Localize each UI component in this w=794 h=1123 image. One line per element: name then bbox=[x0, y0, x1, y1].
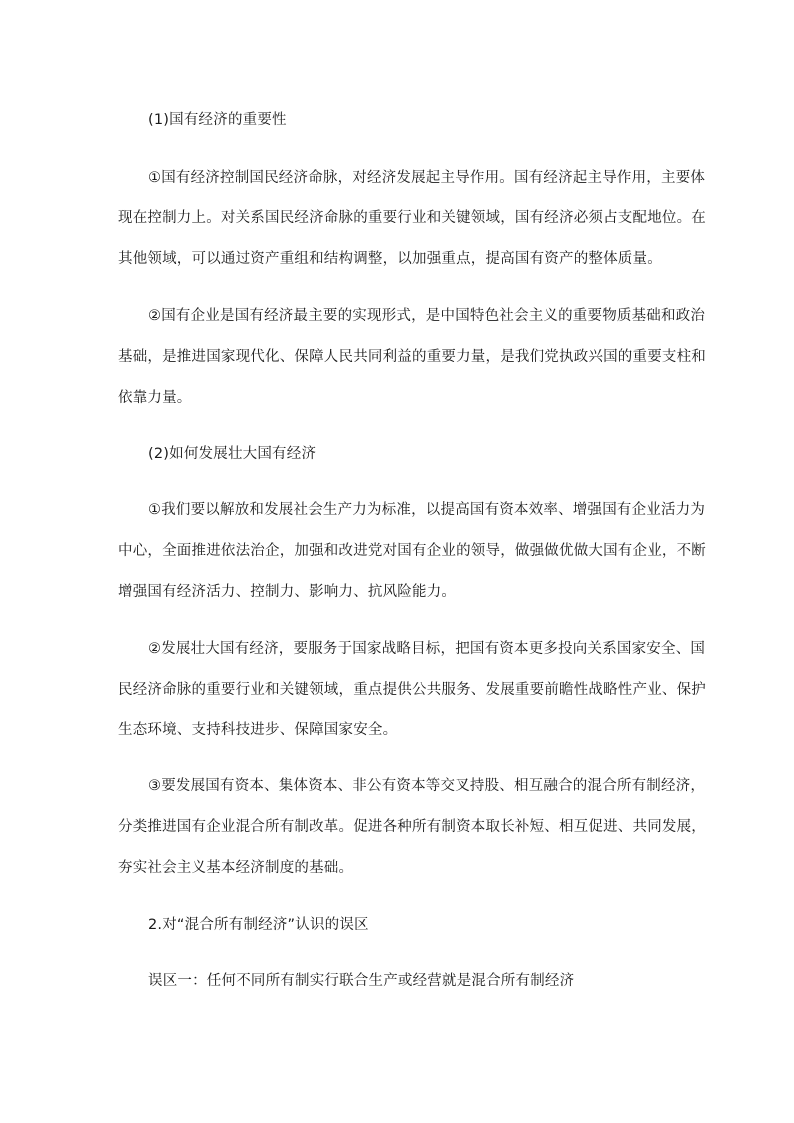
paragraph-line: ①我们要以解放和发展社会生产力为标准，以提高国有资本效率、增强国有企业活力为 bbox=[148, 502, 706, 518]
paragraph-line: 其他领域，可以通过资产重组和结构调整，以加强重点，提高国有资产的整体质量。 bbox=[118, 251, 662, 267]
paragraph-line: 基础，是推进国家现代化、保障人民共同利益的重要力量，是我们党执政兴国的重要支柱和 bbox=[118, 349, 706, 365]
heading-text: (2)如何发展壮大国有经济 bbox=[148, 446, 317, 462]
paragraph-line: ③要发展国有资本、集体资本、非公有资本等交叉持股、相互融合的混合所有制经济， bbox=[148, 778, 706, 794]
paragraph-line: 生态环境、支持科技进步、保障国家安全。 bbox=[118, 722, 398, 738]
paragraph-line: 夯实社会主义基本经济制度的基础。 bbox=[118, 860, 354, 876]
heading-text: 2.对“混合所有制经济”认识的误区 bbox=[148, 917, 369, 933]
paragraph-line: 误区一：任何不同所有制实行联合生产或经营就是混合所有制经济 bbox=[148, 973, 575, 989]
heading-text: (1)国有经济的重要性 bbox=[148, 112, 287, 128]
paragraph-line: ①国有经济控制国民经济命脉，对经济发展起主导作用。国有经济起主导作用，主要体 bbox=[148, 170, 706, 186]
paragraph-line: 增强国有经济活力、控制力、影响力、抗风险能力。 bbox=[118, 584, 457, 600]
paragraph-line: 现在控制力上。对关系国民经济命脉的重要行业和关键领域，国有经济必须占支配地位。在 bbox=[118, 210, 706, 226]
paragraph-line: 中心，全面推进依法治企，加强和改进党对国有企业的领导，做强做优做大国有企业，不断 bbox=[118, 543, 706, 559]
paragraph-line: 民经济命脉的重要行业和关键领域，重点提供公共服务、发展重要前瞻性战略性产业、保护 bbox=[118, 682, 706, 698]
paragraph-line: 分类推进国有企业混合所有制改革。促进各种所有制资本取长补短、相互促进、共同发展， bbox=[118, 819, 706, 835]
paragraph-line: 依靠力量。 bbox=[118, 390, 192, 406]
paragraph-line: ②国有企业是国有经济最主要的实现形式，是中国特色社会主义的重要物质基础和政治 bbox=[148, 308, 706, 324]
paragraph-line: ②发展壮大国有经济，要服务于国家战略目标，把国有资本更多投向关系国家安全、国 bbox=[148, 641, 706, 657]
